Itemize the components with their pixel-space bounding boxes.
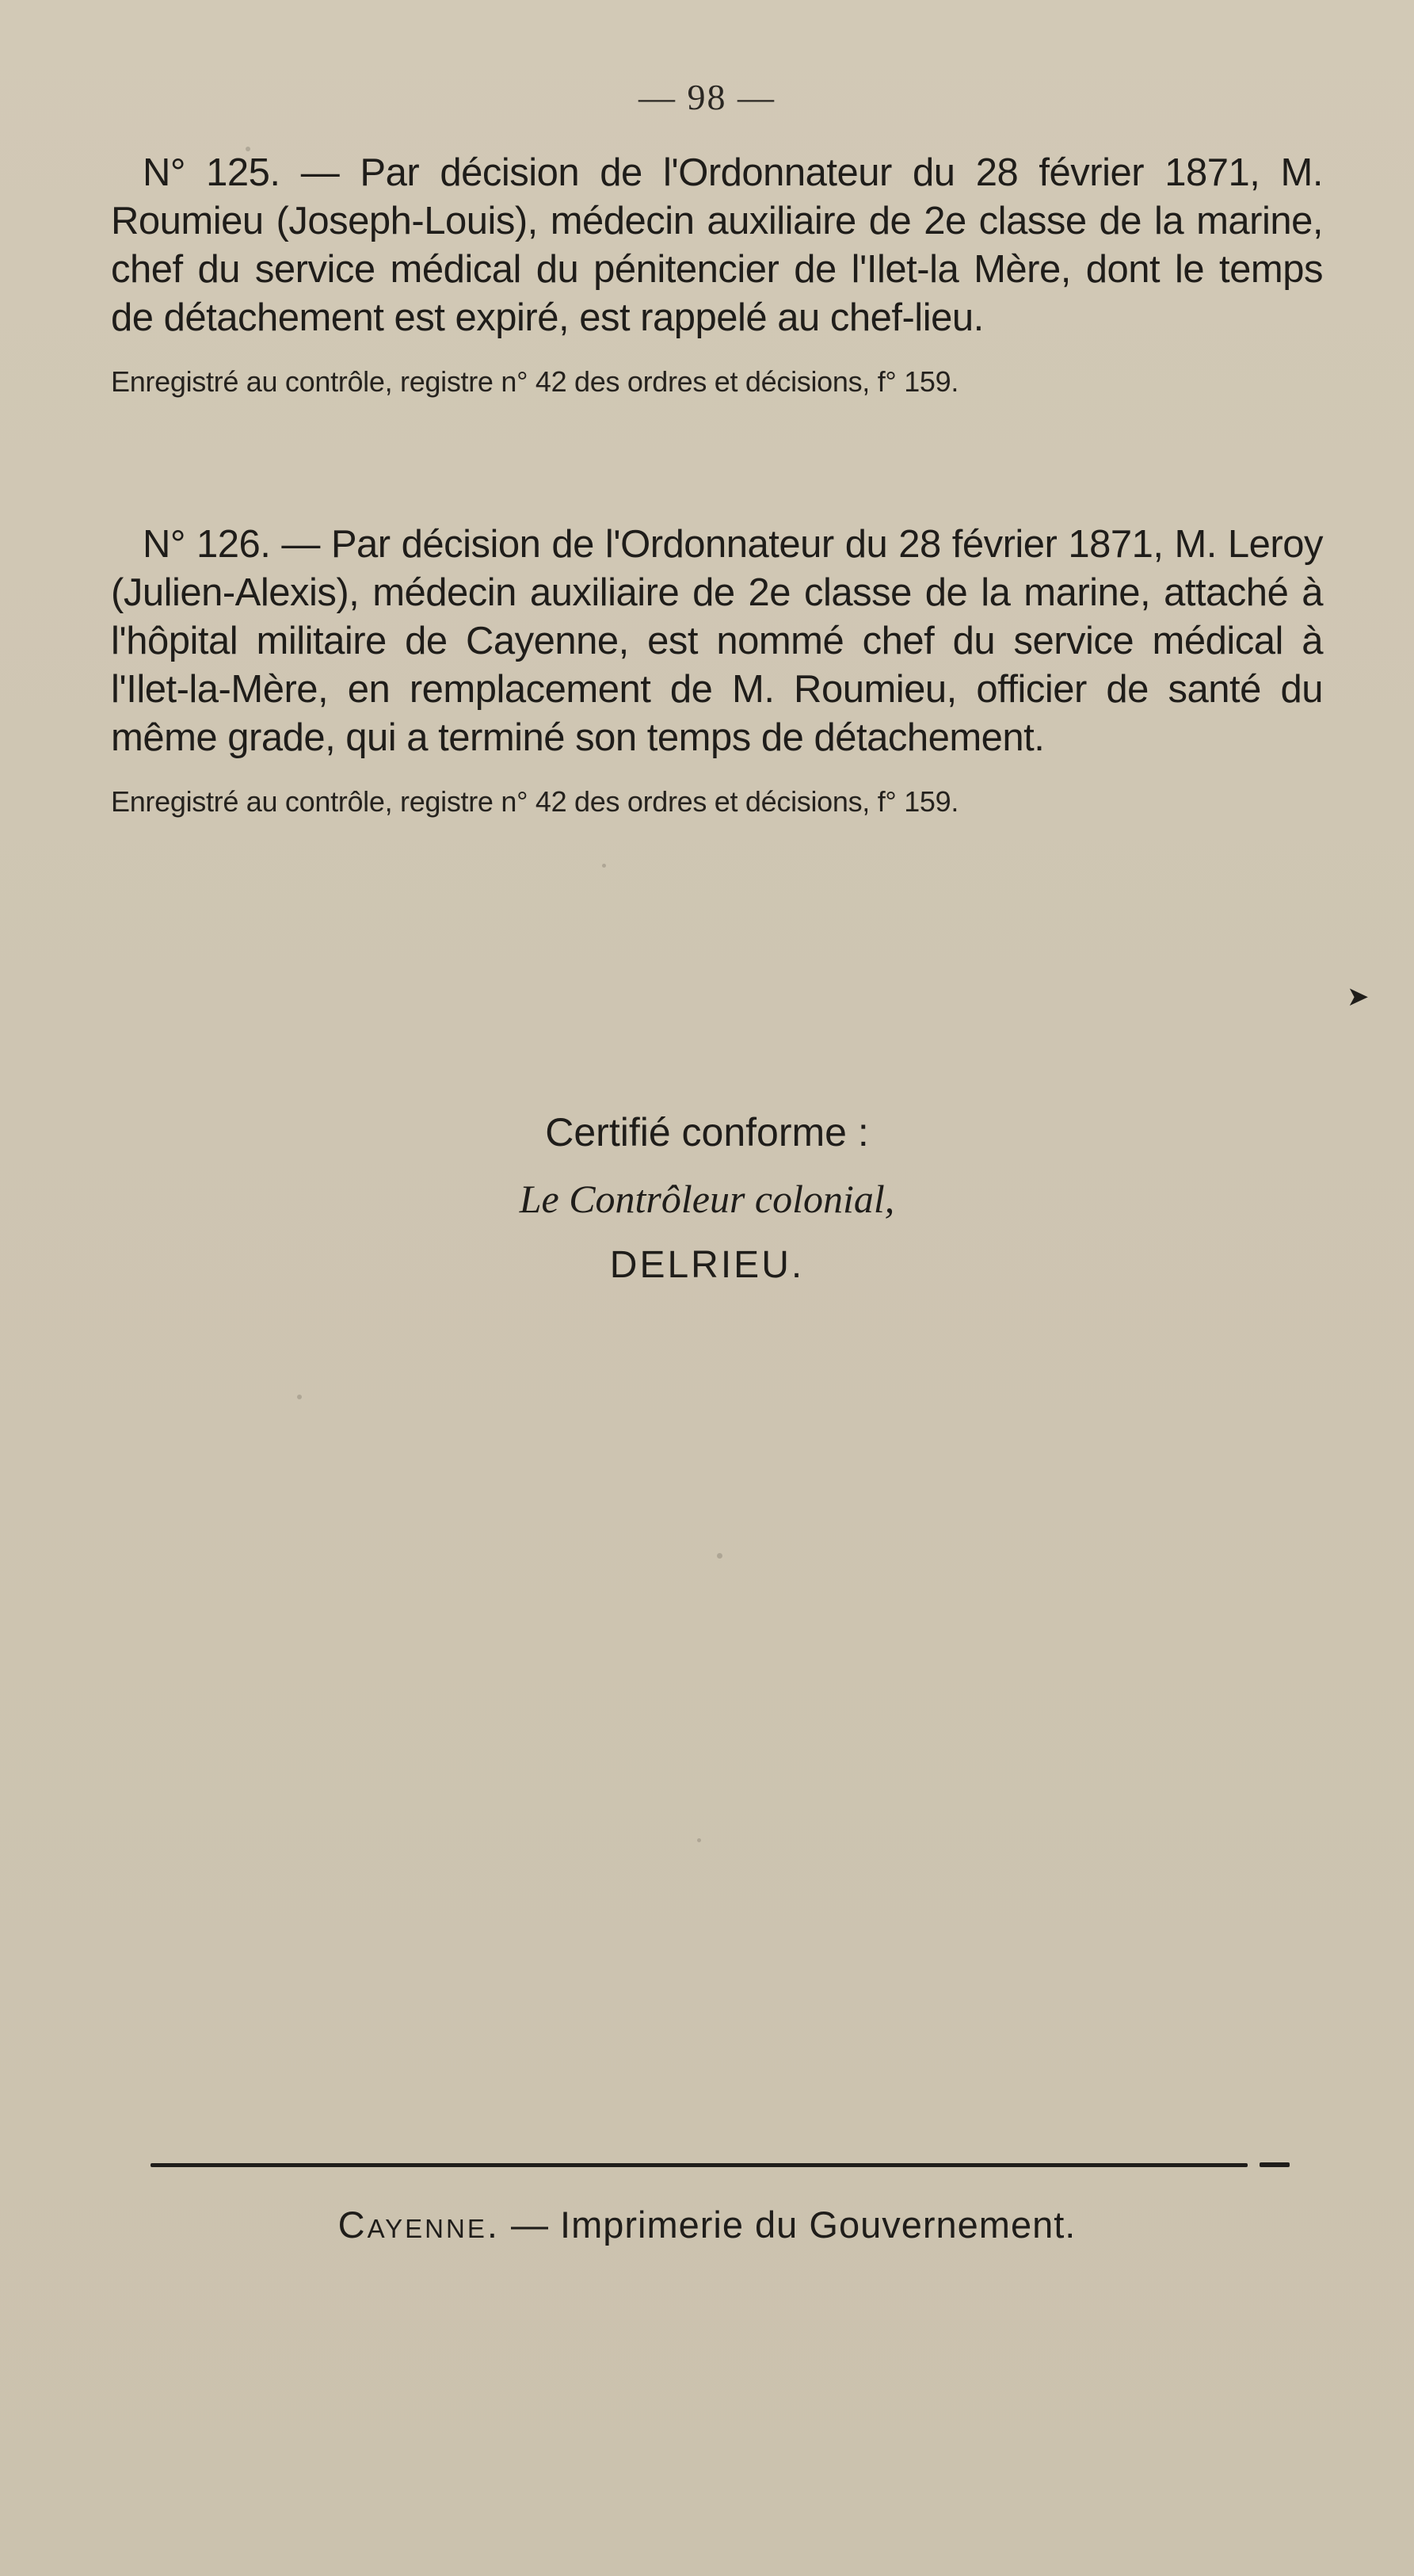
paper-speck: [297, 1395, 302, 1399]
entry-text: N° 125. — Par décision de l'Ordonnateur du 28 février 1871, M. Roumieu (Joseph-Louis), médecin auxiliaire de 2e classe de la marine, chef du service médical du pénitencier de l'Ilet-la Mère, dont le temps de détachement est expiré, est rappelé au chef-lieu.: [111, 151, 1323, 339]
printer-imprint: [0, 2203, 1414, 2246]
margin-arrow-icon: ➤: [1347, 981, 1370, 1013]
certification-line: Certifié conforme :: [545, 1110, 869, 1154]
certifier-name: DELRIEU.: [609, 1244, 805, 1286]
decision-entry-125: [111, 149, 1323, 399]
imprint-text: — Imprimerie du Gouvernement.: [499, 2204, 1077, 2246]
registry-note: Enregistré au contrôle, registre n° 42 des ordres et décisions, f° 159.: [111, 365, 959, 398]
paper-speck: [602, 864, 606, 868]
page-number: — 98 —: [638, 77, 776, 117]
paper-speck: [697, 1838, 701, 1842]
registry-note: Enregistré au contrôle, registre n° 42 des ordres et décisions, f° 159.: [111, 785, 959, 818]
entry-text: N° 126. — Par décision de l'Ordonnateur du 28 février 1871, M. Leroy (Julien-Alexis), médecin auxiliaire de 2e classe de la marine, attaché à l'hôpital militaire de Cayenne, est nommé chef du service médical à l'Ilet-la-Mère, en remplacement de M. Roumieu, officier de santé du même grade, qui a terminé son temps de détachement.: [111, 523, 1323, 759]
footer-rule-end: [1260, 2162, 1290, 2167]
certifier-title: Le Contrôleur colonial,: [519, 1177, 895, 1221]
certification-block: [0, 1108, 1414, 1290]
decision-entry-126: [111, 521, 1323, 819]
imprint-city: Cayenne.: [337, 2204, 500, 2246]
footer-rule: [151, 2163, 1248, 2167]
paper-speck: [717, 1553, 722, 1559]
